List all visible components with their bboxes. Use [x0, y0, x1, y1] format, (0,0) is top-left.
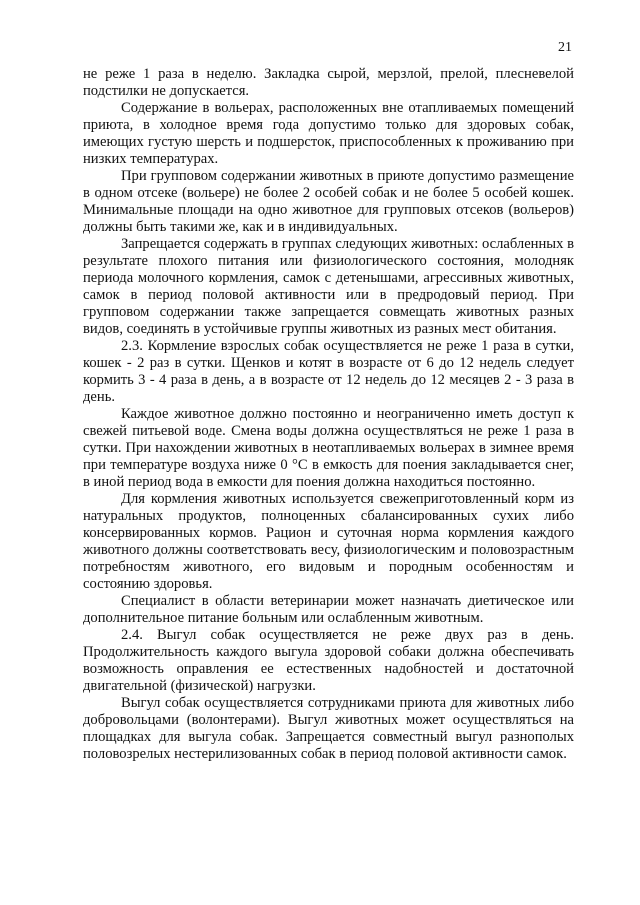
paragraph-outdoor-enclosures: Содержание в вольерах, расположенных вне отапливаемых помещений приюта, в холодное время года допустимо только для здоровых собак, имеющих густую шерсть и подшерсток, приспособленных к проживанию при низких температурах. [83, 100, 574, 167]
paragraph-group-prohibitions: Запрещается содержать в группах следующих животных: ослабленных в результате плохого питания или физиологического состояния, молодняк периода молочного кормления, самок с детенышами, агрессивных животных, самок в период половой активности или в предродовый период. При групповом содержании также запрещается совмещать животных разных видов, соединять в устойчивые группы животных из разных мест обитания. [83, 236, 574, 337]
paragraph-water-access: Каждое животное должно постоянно и неограниченно иметь доступ к свежей питьевой воде. Смена воды должна осуществляться не реже 1 раза в сутки. При нахождении животных в неотапливаемых вольерах в зимнее время при температуре воздуха ниже 0 °С в емкость для поения закладывается снег, в иной период вода в емкости для поения должна находиться постоянно. [83, 406, 574, 490]
paragraph-feed-composition: Для кормления животных используется свежеприготовленный корм из натуральных продуктов, полноценных сбалансированных сухих либо консервированных кормов. Рацион и суточная норма кормления каждого животного должны соответствовать весу, физиологическим и половозрастным потребностям животного, его видовым и породным особенностям и состоянию здоровья. [83, 491, 574, 592]
paragraph-walking-staff: Выгул собак осуществляется сотрудниками приюта для животных либо добровольцами (волонтерами). Выгул животных может осуществляться на площадках для выгула собак. Запрещается совместный выгул разнополых половозрелых нестерилизованных собак в период половой активности самок. [83, 695, 574, 762]
paragraph-group-housing: При групповом содержании животных в приюте допустимо размещение в одном отсеке (вольере) не более 2 особей собак и не более 5 особей кошек. Минимальные площади на одно животное для групповых отсеков (вольеров) должны быть такими же, как и в индивидуальных. [83, 168, 574, 235]
paragraph-section-2-4-walking: 2.4. Выгул собак осуществляется не реже двух раз в день. Продолжительность каждого выгула здоровой собаки должна обеспечивать возможность оправления ее естественных надобностей и достаточной двигательной (физической) нагрузки. [83, 627, 574, 694]
paragraph-section-2-3-feeding: 2.3. Кормление взрослых собак осуществляется не реже 1 раза в сутки, кошек - 2 раз в сутки. Щенков и котят в возрасте от 6 до 12 недель следует кормить 3 - 4 раза в день, а в возрасте от 12 недель до 12 месяцев 2 - 3 раза в день. [83, 338, 574, 405]
paragraph-veterinary-diet: Специалист в области ветеринарии может назначать диетическое или дополнительное питание больным или ослабленным животным. [83, 593, 574, 626]
paragraph-bedding-continuation: не реже 1 раза в неделю. Закладка сырой, мерзлой, прелой, плесневелой подстилки не допускается. [83, 66, 574, 99]
document-body [83, 66, 574, 763]
page-number: 21 [558, 40, 572, 55]
